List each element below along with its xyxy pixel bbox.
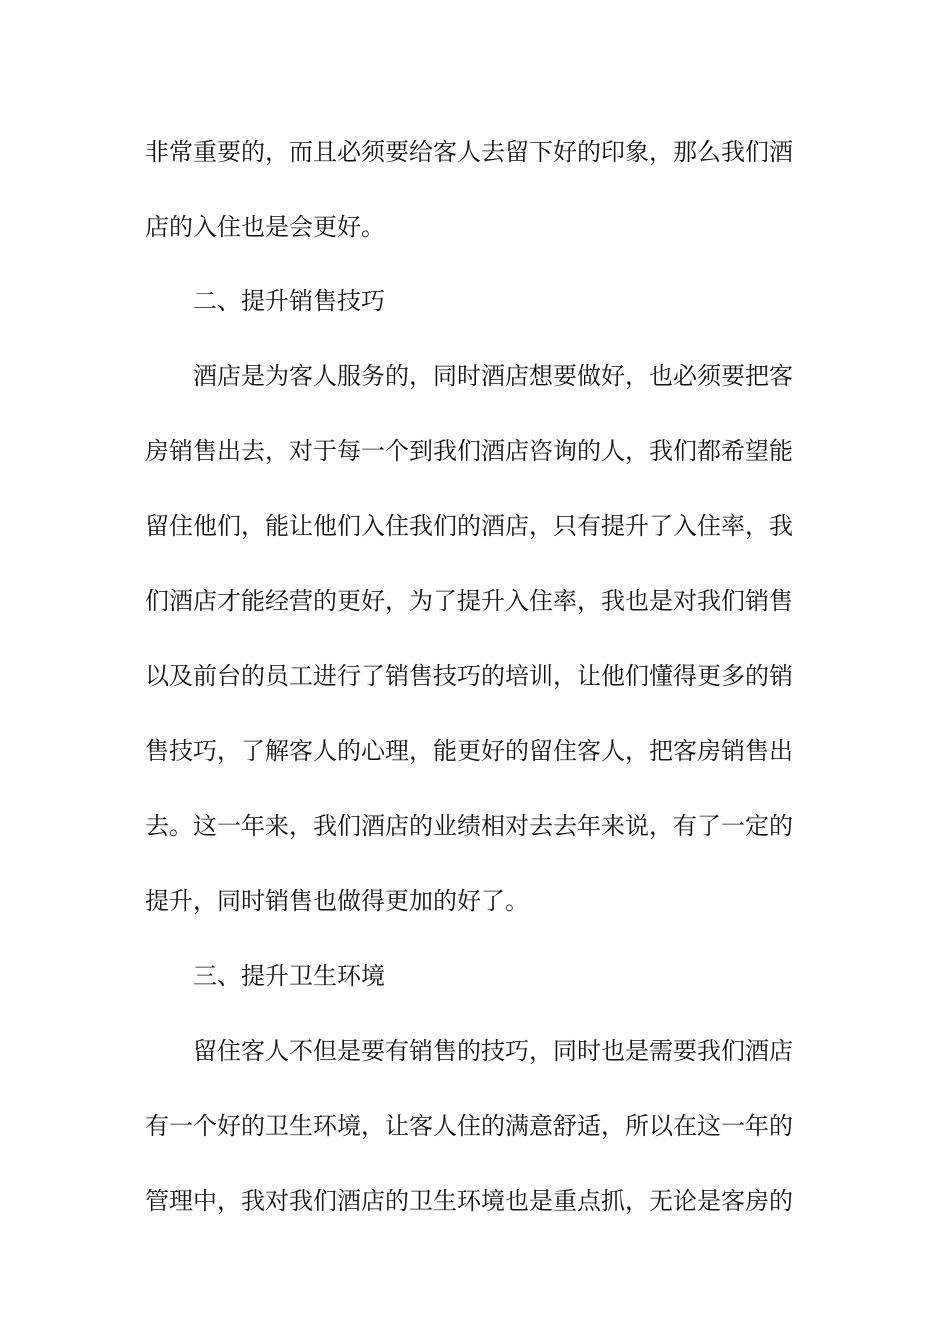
paragraph-line: 提升，同时销售也做得更加的好了。 [145, 887, 529, 915]
paragraph-line: 管理中，我对我们酒店的卫生环境也是重点抓，无论是客房的 [145, 1187, 793, 1215]
section-heading-3: 三、提升卫生环境 [193, 962, 385, 990]
paragraph-line: 留住他们，能让他们入住我们的酒店，只有提升了入住率，我 [145, 512, 793, 540]
paragraph-line: 售技巧，了解客人的心理，能更好的留住客人，把客房销售出 [145, 737, 793, 765]
paragraph-line: 房销售出去，对于每一个到我们酒店咨询的人，我们都希望能 [145, 437, 793, 465]
paragraph-line: 们酒店才能经营的更好，为了提升入住率，我也是对我们销售 [145, 587, 793, 615]
paragraph-line: 有一个好的卫生环境，让客人住的满意舒适，所以在这一年的 [145, 1112, 793, 1140]
paragraph-line: 以及前台的员工进行了销售技巧的培训，让他们懂得更多的销 [145, 662, 793, 690]
paragraph-line: 去。这一年来，我们酒店的业绩相对去去年来说，有了一定的 [145, 812, 793, 840]
paragraph-line: 留住客人不但是要有销售的技巧，同时也是需要我们酒店 [193, 1037, 793, 1065]
paragraph-line: 酒店是为客人服务的，同时酒店想要做好，也必须要把客 [193, 362, 793, 390]
paragraph-line: 店的入住也是会更好。 [145, 213, 385, 241]
paragraph-line: 非常重要的，而且必须要给客人去留下好的印象，那么我们酒 [145, 138, 793, 166]
section-heading-2: 二、提升销售技巧 [193, 287, 385, 315]
